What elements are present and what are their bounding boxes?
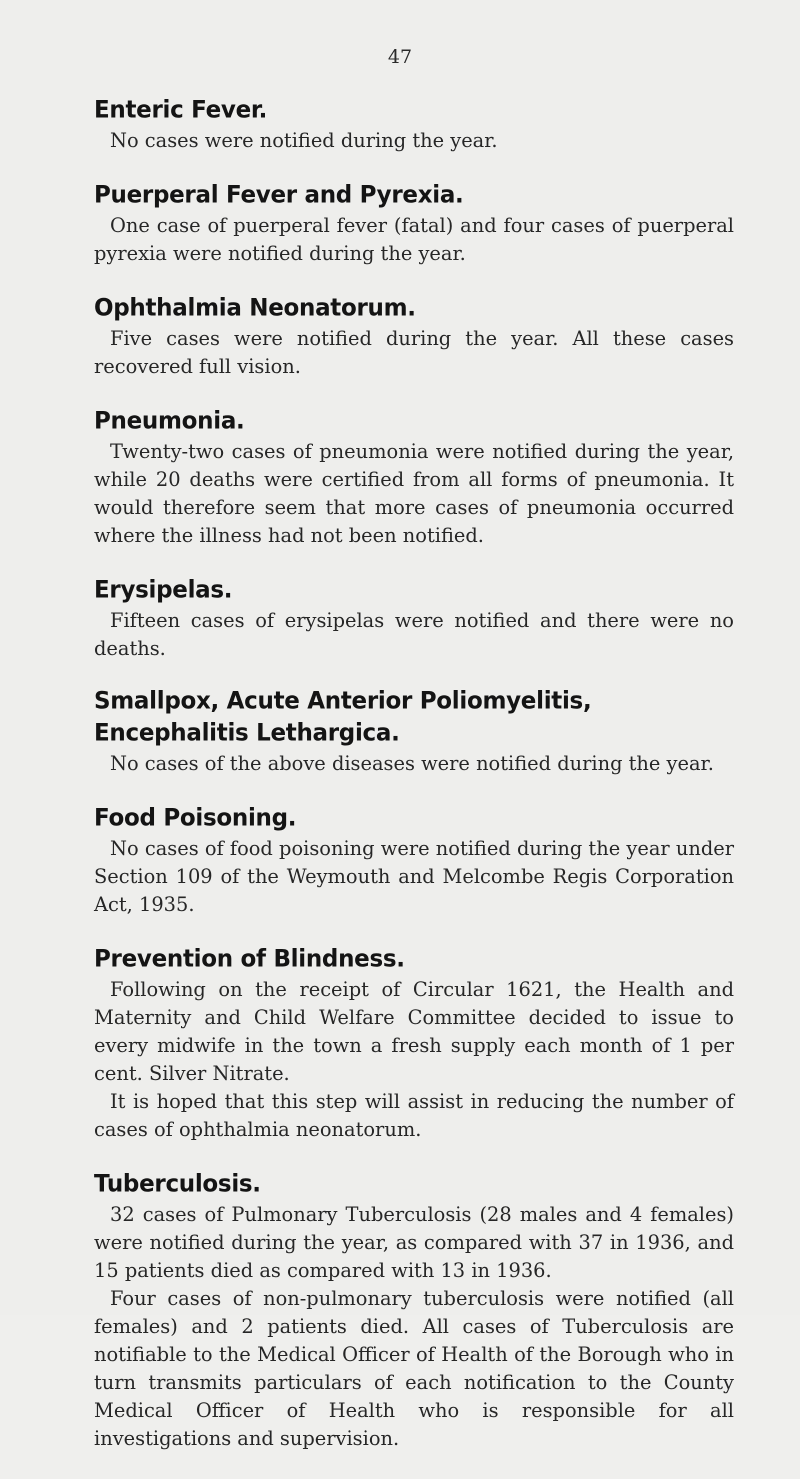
section-paragraph: 32 cases of Pulmonary Tuberculosis (28 males and 4 females) were notified during the year, as compared with 37 in 1936, and 15 patients died as compared with 13 in 1936. [94,1203,734,1282]
section-ophthalmia-neonatorum [94,294,734,381]
section-heading: Ophthalmia Neonatorum. [94,294,416,322]
section-paragraph: No cases were notified during the year. [110,129,498,152]
section-paragraph: One case of puerperal fever (fatal) and four cases of puerperal pyrexia were notified during the year. [94,214,734,265]
section-paragraph: No cases of food poisoning were notified during the year under Section 109 of the Weymouth and Melcombe Regis Corporation Act, 1935. [94,837,734,916]
section-food-poisoning [94,804,734,919]
section-heading: Smallpox, Acute Anterior Poliomyelitis, Encephalitis Lethargica. [94,687,592,747]
section-paragraph: Fifteen cases of erysipelas were notified and there were no deaths. [94,609,734,660]
section-heading: Pneumonia. [94,407,245,435]
section-paragraph: No cases of the above diseases were notified during the year. [110,752,714,775]
section-heading: Puerperal Fever and Pyrexia. [94,181,464,209]
section-heading: Tuberculosis. [94,1170,261,1198]
section-smallpox-polio-encephalitis [94,689,734,778]
section-paragraph: Twenty-two cases of pneumonia were notified during the year, while 20 deaths were certified from all forms of pneumonia. It would therefore seem that more cases of pneumonia occurred where the illness had not been notified. [94,440,734,547]
section-enteric-fever [94,96,734,155]
page-content [94,96,734,1479]
section-heading: Food Poisoning. [94,804,297,832]
section-heading: Prevention of Blindness. [94,945,405,973]
section-prevention-of-blindness [94,945,734,1144]
section-puerperal-fever [94,181,734,268]
section-heading: Erysipelas. [94,576,233,604]
section-erysipelas [94,576,734,663]
section-pneumonia [94,407,734,550]
section-tuberculosis [94,1170,734,1453]
page-number: 47 [387,46,413,68]
section-heading: Enteric Fever. [94,96,268,124]
section-paragraph: Four cases of non-pulmonary tuberculosis were notified (all females) and 2 patients died. All cases of Tuberculosis are notifiable to the Medical Officer of Health of the Borough who in turn transmits particulars of each notification to the County Medical Officer of Health who is responsible for all investigations and supervision. [94,1287,734,1450]
section-paragraph: Five cases were notified during the year. All these cases recovered full vision. [94,327,734,378]
section-paragraph: Following on the receipt of Circular 1621, the Health and Maternity and Child Welfare Committee decided to issue to every midwife in the town a fresh supply each month of 1 per cent. Silver Nitrate. [94,978,734,1085]
section-paragraph: It is hoped that this step will assist in reducing the number of cases of ophthalmia neonatorum. [94,1090,734,1141]
